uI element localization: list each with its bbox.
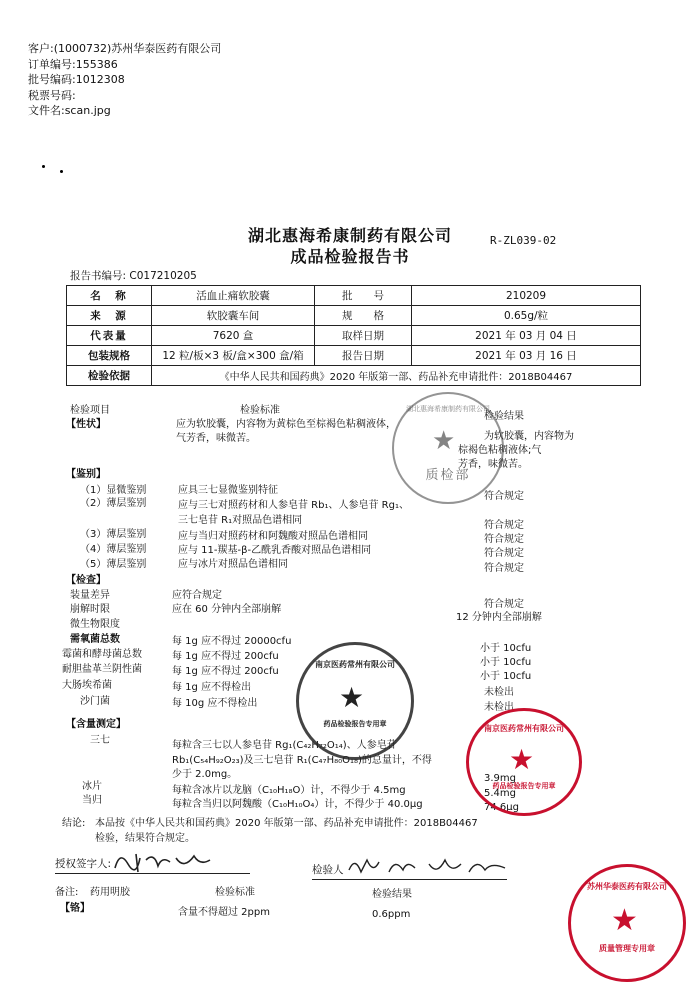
batch-label: 批 号 [315,286,412,306]
report-title: 成品检验报告书 [290,247,410,266]
batch-value: 210209 [412,286,641,306]
company-name: 湖北惠海希康制药有限公司 [247,226,452,245]
inspection-item: 微生物限度 [70,619,120,630]
assay-standard-sanqi: 少于 2.0mg。 [172,769,238,780]
table-row [67,326,641,346]
ident-standard: 应与 11-羰基-β-乙酰乳香酸对照品色谱相同 [178,545,372,556]
inspection-standard: 每 1g 应不得过 200cfu [172,651,279,662]
section-identification: 【鉴别】 [66,469,106,480]
assay-item-sanqi: 三七 [90,735,110,746]
inspection-standard: 应在 60 分钟内全部崩解 [172,604,282,615]
remark-standard-header: 检验标准 [215,887,255,898]
spec-label: 规 格 [315,306,412,326]
authorized-signature [110,846,220,876]
inspection-item: 装量差异 [70,590,110,601]
report-date-value: 2021 年 03 月 16 日 [412,346,641,366]
report-number: 报告书编号: C017210205 [70,270,197,282]
nanjing-red-top-text: 南京医药常州有限公司 [484,724,564,733]
star-icon: ★ [432,426,456,456]
customer-line: 客户:(1000732)苏州华泰医药有限公司 [28,42,222,55]
sampling-date-value: 2021 年 03 月 04 日 [412,326,641,346]
suzhou-huatai-stamp [568,864,686,982]
ident-result: 符合规定 [484,534,524,545]
character-standard-line: 应为软胶囊，内容物为黄棕色至棕褐色粘稠液体， [176,419,396,430]
inspection-item: 需氧菌总数 [70,634,120,645]
source-value: 软胶囊车间 [152,306,315,326]
star-icon: ★ [611,903,638,938]
table-row [67,306,641,326]
batch-number-line: 批号编码:1012308 [28,73,125,86]
section-inspection: 【检查】 [66,575,106,586]
ident-result: 符合规定 [484,491,524,502]
package-label: 包装规格 [67,346,152,366]
name-label: 名 称 [67,286,152,306]
ident-result: 符合规定 [484,520,524,531]
star-icon: ★ [339,681,365,714]
ident-standard: 应与当归对照药材和阿魏酸对照品色谱相同 [178,531,368,542]
basis-label: 检验依据 [67,366,152,386]
nanjing-stamp-bottom-text: 药品检验报告专用章 [323,720,387,728]
quantity-value: 7620 盒 [152,326,315,346]
scan-speck [60,170,63,173]
authorized-signer-label: 授权签字人: [55,858,112,870]
star-icon: ★ [509,743,535,776]
column-item-header: 检验项目 [70,405,110,416]
form-code: R-ZL039-02 [490,234,557,247]
info-table [66,285,641,386]
inspection-standard: 每 10g 应不得检出 [172,698,258,709]
conclusion-label: 结论: [62,818,86,829]
remark-item: 药用明胶 [90,887,130,898]
ident-result: 符合规定 [484,563,524,574]
inspection-item: 耐胆盐革兰阴性菌 [62,664,142,675]
inspection-result: 小于 10cfu [480,657,532,668]
remark-result-header: 检验结果 [372,889,412,900]
file-name-line: 文件名:scan.jpg [28,104,111,117]
basis-value: 《中华人民共和国药典》2020 年版第一部、药品补充申请批件：2018B04467 [152,366,641,386]
table-row [67,286,641,306]
nanjing-red-bottom-text: 药品检验报告专用章 [492,782,556,790]
assay-standard-sanqi: Rb₁(C₅₄H₉₂O₂₃)及三七皂苷 R₁(C₄₇H₈₀O₁₈)的总量计，不得 [172,755,432,766]
suzhou-stamp-bottom-text: 质量管理专用章 [599,944,655,953]
ident-item: （4）薄层鉴别 [80,544,147,555]
column-result-header: 检验结果 [484,411,524,422]
inspection-result: 小于 10cfu [480,643,532,654]
tax-number-line: 税票号码: [28,88,76,102]
inspection-item: 崩解时限 [70,604,110,615]
assay-result-bingpian: 5.4mg [484,788,516,799]
nanjing-changzhou-red-stamp [466,708,582,816]
table-row [67,346,641,366]
nanjing-changzhou-stamp [296,642,414,760]
inspection-result: 未检出 [484,687,514,698]
report-date-label: 报告日期 [315,346,412,366]
inspection-item: 霉菌和酵母菌总数 [62,649,142,660]
conclusion-text: 本品按《中华人民共和国药典》2020 年版第一部、药品补充申请批件：2018B04467 [95,818,478,829]
character-result-line: 芳香，味微苦。 [458,459,528,470]
assay-standard-danggui: 每粒含当归以阿魏酸（C₁₀H₁₀O₄）计，不得少于 40.0μg [172,799,423,810]
inspection-standard: 每 1g 应不得过 200cfu [172,666,279,677]
ident-standard: 应具三七显微鉴别特征 [178,485,278,496]
character-result-line: 棕褐色粘稠液体;气 [458,445,542,456]
chromium-standard: 含量不得超过 2ppm [178,907,270,918]
suzhou-stamp-top-text: 苏州华泰医药有限公司 [587,882,667,891]
assay-result-sanqi: 3.9mg [484,773,516,784]
inspection-standard: 每 1g 应不得检出 [172,682,252,693]
order-number-line: 订单编号:155386 [28,57,118,71]
product-name: 活血止痛软胶囊 [152,286,315,306]
table-row [67,366,641,386]
sampling-date-label: 取样日期 [315,326,412,346]
inspector-signatures [345,852,515,880]
section-assay: 【含量测定】 [66,719,126,730]
inspection-standard: 应符合规定 [172,590,222,601]
inspection-result: 符合规定 [484,599,524,610]
qc-stamp [392,392,504,504]
assay-standard-bingpian: 每粒含冰片以龙脑（C₁₀H₁₈O）计，不得少于 4.5mg [172,785,406,796]
ident-result: 符合规定 [484,548,524,559]
inspection-result: 12 分钟内全部崩解 [456,612,542,623]
chromium-result: 0.6ppm [372,909,411,920]
ident-item: （1）显微鉴别 [80,485,147,496]
ident-standard: 应与冰片对照品色谱相同 [178,559,288,570]
qc-stamp-ring: 湖北惠海希康制药有限公司 [406,405,490,413]
ident-item: （2）薄层鉴别 [80,498,147,509]
section-character: 【性状】 [66,419,106,430]
scan-speck [42,165,45,168]
inspection-result: 未检出 [484,702,514,713]
quantity-label: 代表量 [67,326,152,346]
ident-standard: 应与三七对照药材和人参皂苷 Rb₁、人参皂苷 Rg₁、 [178,500,409,511]
character-result-line: 为软胶囊，内容物为 [484,431,574,442]
fax-header [28,41,221,119]
inspection-result: 小于 10cfu [480,671,532,682]
remark-label: 备注: [55,887,79,898]
inspection-item: 沙门菌 [80,696,110,707]
assay-standard-sanqi: 每粒含三七以人参皂苷 Rg₁(C₄₂H₇₂O₁₄)、人参皂苷 [172,740,397,751]
ident-standard: 三七皂苷 R₁对照品色谱相同 [178,515,303,526]
nanjing-stamp-top-text: 南京医药常州有限公司 [315,660,395,669]
character-standard-line: 气芳香，味微苦。 [176,433,256,444]
inspection-standard: 每 1g 应不得过 20000cfu [172,636,292,647]
source-label: 来 源 [67,306,152,326]
assay-result-danggui: 74.6μg [484,802,519,813]
qc-stamp-label: 质检部 [425,468,471,483]
inspector-label: 检验人 [312,864,344,876]
package-value: 12 粒/板×3 板/盒×300 盒/箱 [152,346,315,366]
inspection-item: 大肠埃希菌 [62,680,112,691]
ident-item: （5）薄层鉴别 [80,559,147,570]
column-standard-header: 检验标准 [240,405,280,416]
ident-item: （3）薄层鉴别 [80,529,147,540]
assay-item-danggui: 当归 [82,795,102,806]
conclusion-text: 检验，结果符合规定。 [95,833,195,844]
section-chromium: 【铬】 [60,903,90,914]
assay-item-bingpian: 冰片 [82,781,102,792]
spec-value: 0.65g/粒 [412,306,641,326]
